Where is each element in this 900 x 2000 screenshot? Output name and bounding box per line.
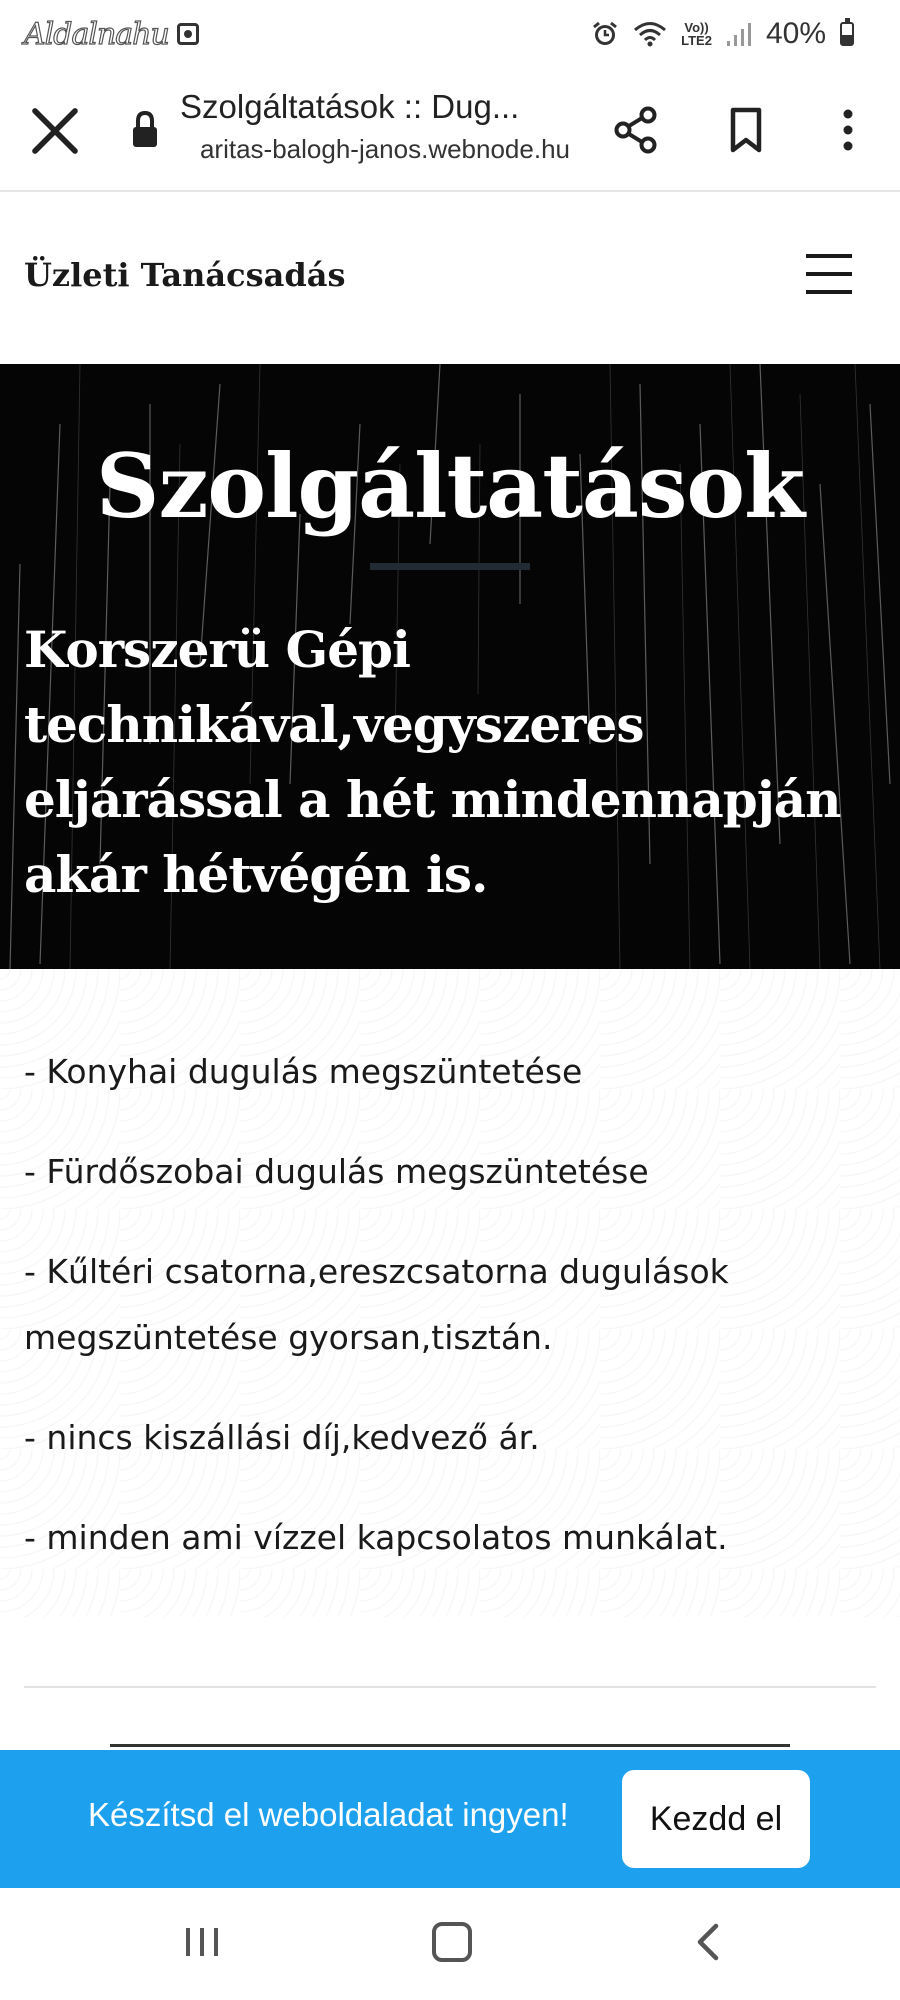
list-item: - Konyhai dugulás megszüntetése — [24, 1052, 583, 1091]
cta-start-button[interactable]: Kezdd el — [622, 1770, 810, 1868]
browser-toolbar — [0, 66, 900, 192]
status-left — [24, 14, 199, 54]
services-list — [24, 1039, 884, 1605]
lte-bottom-label: LTE2 — [681, 33, 712, 48]
list-item: - Fürdőszobai dugulás megszüntetése — [24, 1152, 649, 1191]
cta-text[interactable]: Készítsd el weboldaladat ingyen! — [88, 1796, 569, 1833]
battery-percent: 40% — [765, 17, 826, 50]
lte-indicator — [681, 21, 712, 47]
status-bar — [0, 0, 900, 66]
hamburger-menu-icon[interactable] — [806, 254, 852, 300]
hamburger-line — [806, 290, 852, 294]
page-title: Szolgáltatások :: Dug... — [180, 88, 520, 125]
services-content — [0, 969, 900, 1617]
hamburger-line — [806, 254, 852, 258]
signal-icon — [726, 21, 752, 47]
system-nav-bar — [0, 1888, 900, 2000]
notification-icon — [177, 23, 199, 45]
page-url[interactable]: aritas-balogh-janos.webnode.hu — [199, 134, 570, 164]
list-item: - nincs kiszállási díj,kedvező ár. — [24, 1418, 540, 1457]
watermark-logo: Aldalnahu — [24, 16, 169, 52]
lte-top-label: Vo)) — [684, 20, 709, 35]
home-icon[interactable] — [432, 1922, 472, 1962]
list-item: - minden ami vízzel kapcsolatos munkálat. — [24, 1518, 728, 1557]
alarm-icon — [591, 20, 619, 48]
status-right — [591, 14, 854, 54]
hero-subtitle: Korszerü Gépi technikával,vegyszeres eljárással a hét mindennapján akár hétvégén is. — [24, 620, 841, 904]
bookmark-icon[interactable] — [718, 102, 774, 158]
hero-title: Szolgáltatások — [95, 434, 805, 538]
share-icon[interactable] — [608, 102, 664, 158]
close-icon[interactable] — [30, 106, 80, 156]
recent-apps-icon[interactable] — [184, 1926, 220, 1958]
wifi-icon — [633, 20, 667, 48]
hamburger-line — [806, 272, 852, 276]
site-header — [0, 194, 900, 364]
list-item: - Kűltéri csatorna,ereszcsatorna dugulások megszüntetése gyorsan,tisztán. — [24, 1252, 729, 1357]
hero-section — [0, 364, 900, 969]
site-name[interactable]: Üzleti Tanácsadás — [24, 256, 346, 294]
lock-icon — [130, 110, 160, 150]
hero-divider — [370, 563, 530, 570]
section-divider — [24, 1686, 876, 1688]
battery-icon — [840, 22, 854, 46]
partial-divider — [110, 1744, 790, 1747]
cta-banner — [0, 1750, 900, 1888]
back-icon[interactable] — [688, 1922, 728, 1962]
more-vert-icon[interactable] — [820, 102, 876, 158]
